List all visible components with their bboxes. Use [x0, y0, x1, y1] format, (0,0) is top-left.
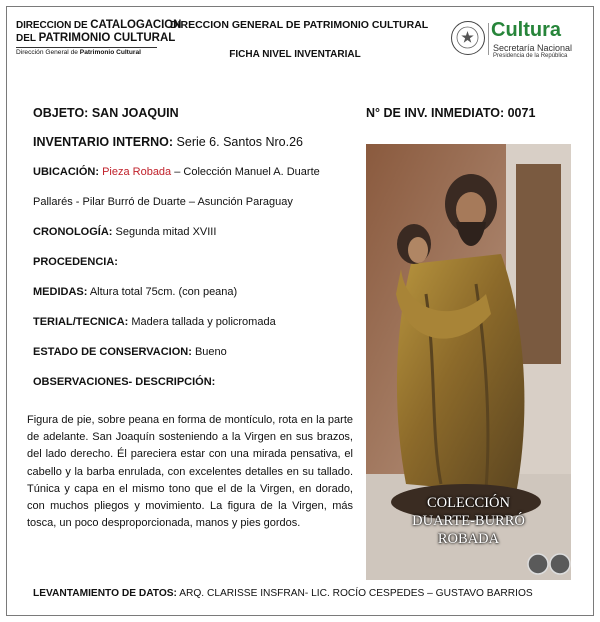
procedencia-field: PROCEDENCIA: — [33, 256, 118, 268]
header-subtitle: FICHA NIVEL INVENTARIAL — [229, 49, 361, 60]
cronologia-field: CRONOLOGÍA: Segunda mitad XVIII — [33, 226, 217, 238]
cultura-presidencia: Presidencia de la República — [493, 53, 568, 59]
inventario-interno-field: INVENTARIO INTERNO: Serie 6. Santos Nro.26 — [33, 135, 303, 149]
ubicacion-field: UBICACIÓN: Pieza Robada – Colección Manuel A. Duarte — [33, 166, 320, 178]
stolen-watermark: COLECCIÓN DUARTE-BURRÓ ROBADA — [412, 495, 525, 547]
medidas-field: MEDIDAS: Altura total 75cm. (con peana) — [33, 286, 238, 298]
ubicacion-line2: Pallarés - Pilar Burró de Duarte – Asunción Paraguay — [33, 196, 293, 208]
header-title: DIRECCION GENERAL DE PATRIMONIO CULTURAL — [170, 19, 429, 31]
estado-field: ESTADO DE CONSERVACION: Bueno — [33, 346, 227, 358]
republic-seal-icon — [451, 21, 485, 55]
cultura-logo: Cultura — [491, 19, 561, 41]
stolen-flag: Pieza Robada — [102, 166, 172, 178]
footer-credits: LEVANTAMIENTO DE DATOS: ARQ. CLARISSE INSFRAN- LIC. ROCÍO CESPEDES – GUSTAVO BARRIOS — [33, 588, 533, 599]
tecnica-field: TERIAL/TECNICA: Madera tallada y policromada — [33, 316, 276, 328]
observaciones-field: OBSERVACIONES- DESCRIPCIÓN: — [33, 376, 216, 388]
inventory-number: N° DE INV. INMEDIATO: 0071 — [366, 106, 536, 120]
catalogacion-logo: DIRECCION DE CATALOGACION DEL PATRIMONIO CULTURAL Dirección General de Patrimonio Cultural — [16, 19, 182, 56]
objeto-field: OBJETO: SAN JOAQUIN — [33, 106, 179, 120]
cultura-subtitle: Secretaría Nacional — [493, 43, 573, 53]
description-text: Figura de pie, sobre peana en forma de montículo, rota en la parte de adelante. San Joaquín sosteniendo a la Virgen en sus brazos, del lado derecho. Él pareciera estar con una mirada pensativa, el cabello y la barba enrulada, con excelentes detalles en su tallado. Túnica y capa en el mismo tono que el de la Virgen, en dorado, con muchos pliegos y movimiento. La figura de la Virgen, más tosca, un poco desproporcionada, manos y pies gordos. — [27, 414, 353, 530]
